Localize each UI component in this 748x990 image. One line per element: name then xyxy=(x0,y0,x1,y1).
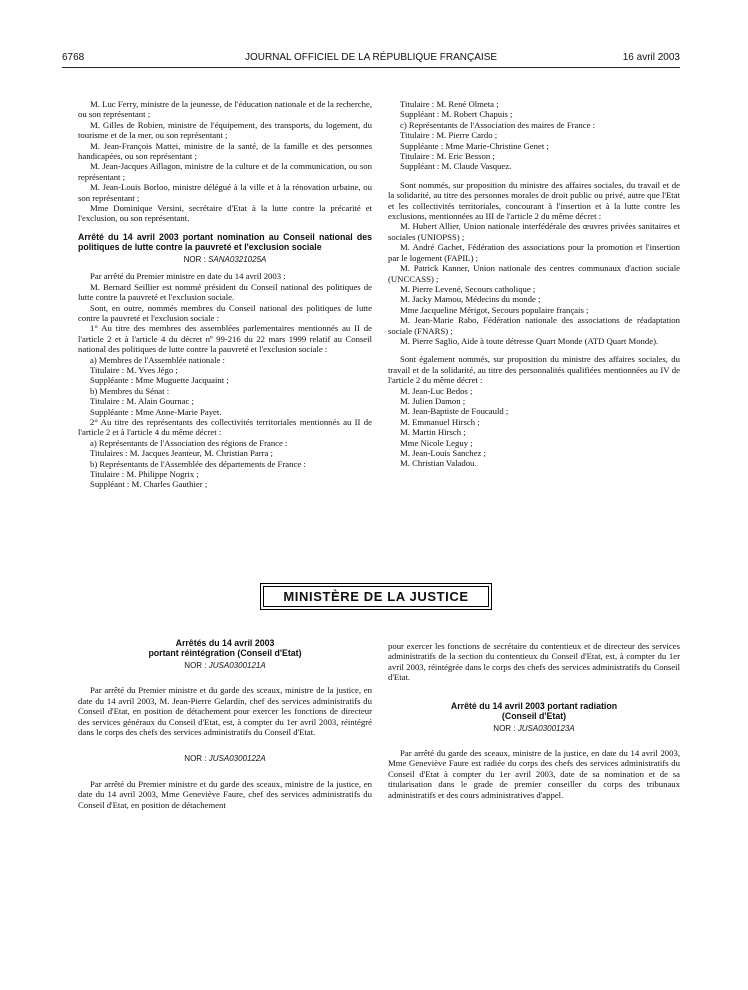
paragraph: Sont également nommés, sur proposition du ministre des affaires sociales, du travail et de la solidarité, au titre des personnalités qualifiées mentionnées au IV de l'article 2 du même décret : xyxy=(388,354,680,386)
spacer xyxy=(78,737,372,751)
body-line: Sont, en outre, nommés membres du Conseil national des politiques de lutte contre la pauvreté et l'exclusion sociale : xyxy=(78,302,372,323)
list-line: Titulaire : M. René Olmeta ; xyxy=(400,99,499,109)
bottom-left-column xyxy=(78,638,372,810)
ministry-banner-text: MINISTÈRE DE LA JUSTICE xyxy=(263,586,489,607)
intro-line: M. Luc Ferry, ministre de la jeunesse, de l'éducation nationale et de la recherche, ou son représentant ; xyxy=(78,99,372,120)
arrete-title: Arrêtés du 14 avril 2003 xyxy=(175,638,275,648)
top-left-column xyxy=(78,99,372,490)
spacer xyxy=(388,346,680,354)
list-line: M. Pierre Levené, Secours catholique ; xyxy=(400,283,536,294)
intro-line: M. Jean-Louis Borloo, ministre délégué à la ville et à la rénovation urbaine, ou son représentant ; xyxy=(78,182,372,203)
nor-reference xyxy=(78,255,372,265)
issue-date: 16 avril 2003 xyxy=(622,52,680,63)
body-line: Titulaire : M. Alain Gournac ; xyxy=(90,396,194,407)
body-line: Suppléante : Mme Muguette Jacquaint ; xyxy=(90,375,229,386)
body-line: Suppléant : M. Charles Gauthier ; xyxy=(90,479,208,490)
paragraph: Par arrêté du garde des sceaux, ministre de la justice, en date du 14 avril 2003, Mme Geneviève Faure est radiée du corps des chefs des services administratifs du Conseil d'Etat à compter du 1er avril 2003, date de sa nomination et de sa titularisation dans le grade de premier conseiller du corps des tribunaux administratifs et des cours administratives d'appel. xyxy=(388,748,680,800)
body-line: b) Représentants de l'Assemblée des départements de France : xyxy=(90,458,306,469)
arrete-subtitle: portant réintégration (Conseil d'Etat) xyxy=(148,648,302,658)
list-line: c) Représentants de l'Association des maires de France : xyxy=(400,119,596,130)
list-line: Mme Jacqueline Mérigot, Secours populaire français ; xyxy=(400,304,589,315)
nor-code: SANA0321025A xyxy=(208,254,267,264)
list-line: M. André Gachet, Fédération des associations pour la promotion et l'insertion par le logement (FAPIL) ; xyxy=(388,242,680,263)
intro-line: M. Jean-François Mattei, ministre de la santé, de la famille et des personnes handicapées, ou son représentant ; xyxy=(78,140,372,162)
arrete-subtitle: (Conseil d'Etat) xyxy=(501,710,567,721)
body-line: 1° Au titre des membres des assemblées parlementaires mentionnés au II de l'article 2 et à l'article 4 du décret nº 99-216 du 22 mars 1999 relatif au Conseil national des politiques de lutte contre la pauvreté et l'exclusion sociale : xyxy=(78,323,372,355)
body-line: 2° Au titre des représentants des collectivités territoriales mentionnés au II de l'article 2 et à l'article 4 du même décret : xyxy=(78,416,372,438)
list-line: Titulaire : M. Eric Besson ; xyxy=(400,151,495,162)
nor-label: NOR : xyxy=(184,754,207,764)
nor-code: JUSA0300123A xyxy=(517,723,575,733)
spacer xyxy=(388,683,680,697)
body-line: Titulaire : M. Philippe Nogrix ; xyxy=(90,469,199,479)
journal-title: JOURNAL OFFICIEL DE LA RÉPUBLIQUE FRANÇAISE xyxy=(244,52,498,63)
page-number: 6768 xyxy=(62,52,85,63)
nor-label: NOR : xyxy=(184,661,207,670)
list-line: M. Martin Hirsch ; xyxy=(400,427,466,438)
list-line: M. Julien Damon ; xyxy=(400,395,466,406)
paragraph: Par arrêté du Premier ministre et du garde des sceaux, ministre de la justice, en date du 14 avril 2003, M. Jean-Pierre Gelardin, chef des services administratifs du Conseil d'Etat, en position de détachement pour exercer les fonctions de directeur des services généraux du Conseil d'Etat, est, à compter du 1er avril 2003, réintégré dans le corps des chefs des services administratifs du Conseil d'Etat. xyxy=(78,685,372,738)
arrete-title: Arrêté du 14 avril 2003 portant nomination au Conseil national des politiques de lutte contre la pauvreté et l'exclusion sociale xyxy=(78,231,372,252)
body-line: Titulaires : M. Jacques Jeanteur, M. Christian Parra ; xyxy=(90,448,273,459)
arrete-title: Arrêté du 14 avril 2003 portant radiation xyxy=(450,700,618,711)
nor-label: NOR : xyxy=(493,723,516,733)
paragraph: pour exercer les fonctions de secrétaire du contentieux et de directeur des services administratifs de la section du contentieux du Conseil d'Etat, est, à compter du 1er avril 2003, réintégrée dans le corps des chefs des services administratifs du Conseil d'Etat. xyxy=(388,641,680,683)
intro-line: M. Gilles de Robien, ministre de l'équipement, des transports, du logement, du tourisme et de la mer, ou son représentant ; xyxy=(78,119,372,141)
page-header xyxy=(62,52,680,66)
body-line: M. Bernard Seillier est nommé président du Conseil national des politiques de lutte contre la pauvreté et l'exclusion sociale. xyxy=(78,281,372,303)
body-line: Par arrêté du Premier ministre en date du 14 avril 2003 : xyxy=(90,271,286,282)
body-line: a) Membres de l'Assemblée nationale : xyxy=(90,354,225,365)
nor-reference xyxy=(388,724,680,734)
top-right-column xyxy=(388,99,680,469)
body-line: b) Membres du Sénat : xyxy=(90,385,170,396)
list-line: M. Christian Valadou. xyxy=(400,458,477,469)
list-line: Suppléante : Mme Marie-Christine Genet ; xyxy=(400,140,549,151)
bottom-right-column xyxy=(388,641,680,800)
nor-code: JUSA0300122A xyxy=(208,754,266,764)
list-line: Suppléant : M. Robert Chapuis ; xyxy=(400,109,513,120)
spacer xyxy=(78,677,372,685)
paragraph: Par arrêté du Premier ministre et du garde des sceaux, ministre de la justice, en date du 14 avril 2003, Mme Geneviève Faure, chef des services administratifs du Conseil d'Etat, en position de détachement xyxy=(78,778,372,810)
list-line: M. Jean-Marie Rabo, Fédération nationale des associations de réadaptation sociale (FNARS) ; xyxy=(388,315,680,336)
list-line: M. Hubert Allier, Union nationale interfédérale des œuvres privées sanitaires et sociales (UNIOPSS) ; xyxy=(388,221,680,242)
list-line: M. Jean-Louis Sanchez ; xyxy=(400,448,486,458)
nor-reference xyxy=(78,754,372,764)
list-line: M. Pierre Saglio, Aide à toute détresse Quart Monde (ATD Quart Monde). xyxy=(400,335,659,346)
body-line: Titulaire : M. Yves Jégo ; xyxy=(90,364,178,375)
list-line: M. Emmanuel Hirsch ; xyxy=(400,416,480,427)
list-line: M. Patrick Kanner, Union nationale des centres communaux d'action sociale (UNCCASS) ; xyxy=(388,263,680,284)
header-rule xyxy=(62,67,680,68)
list-line: M. Jean-Luc Bedos ; xyxy=(400,385,473,396)
body-line: Suppléante : Mme Anne-Marie Payet. xyxy=(90,406,222,417)
ministry-banner xyxy=(260,583,492,610)
nor-label: NOR : xyxy=(183,254,206,264)
nor-code: JUSA0300121A xyxy=(208,661,266,670)
spacer xyxy=(388,172,680,180)
spacer xyxy=(78,771,372,779)
list-line: Suppléant : M. Claude Vasquez. xyxy=(400,161,512,172)
nor-reference xyxy=(78,661,372,671)
intro-line: M. Jean-Jacques Aillagon, ministre de la culture et de la communication, ou son représentant ; xyxy=(78,161,372,182)
list-line: M. Jacky Mamou, Médecins du monde ; xyxy=(400,294,541,305)
intro-line: Mme Dominique Versini, secrétaire d'Etat à la lutte contre la précarité et l'exclusion, ou son représentant. xyxy=(78,203,372,224)
list-line: M. Jean-Baptiste de Foucauld ; xyxy=(400,406,509,417)
body-line: a) Représentants de l'Association des régions de France : xyxy=(90,437,288,448)
list-line: Mme Nicole Leguy ; xyxy=(400,437,473,448)
paragraph: Sont nommés, sur proposition du ministre des affaires sociales, du travail et de la solidarité, au titre des personnes morales de droit public ou privé, autre que l'Etat et les collectivités territoriales, concourant à l'insertion et à la lutte contre les exclusions, mentionnées au III de l'article 2 du même décret : xyxy=(388,179,680,222)
list-line: Titulaire : M. Pierre Cardo ; xyxy=(400,130,498,141)
spacer xyxy=(388,740,680,748)
